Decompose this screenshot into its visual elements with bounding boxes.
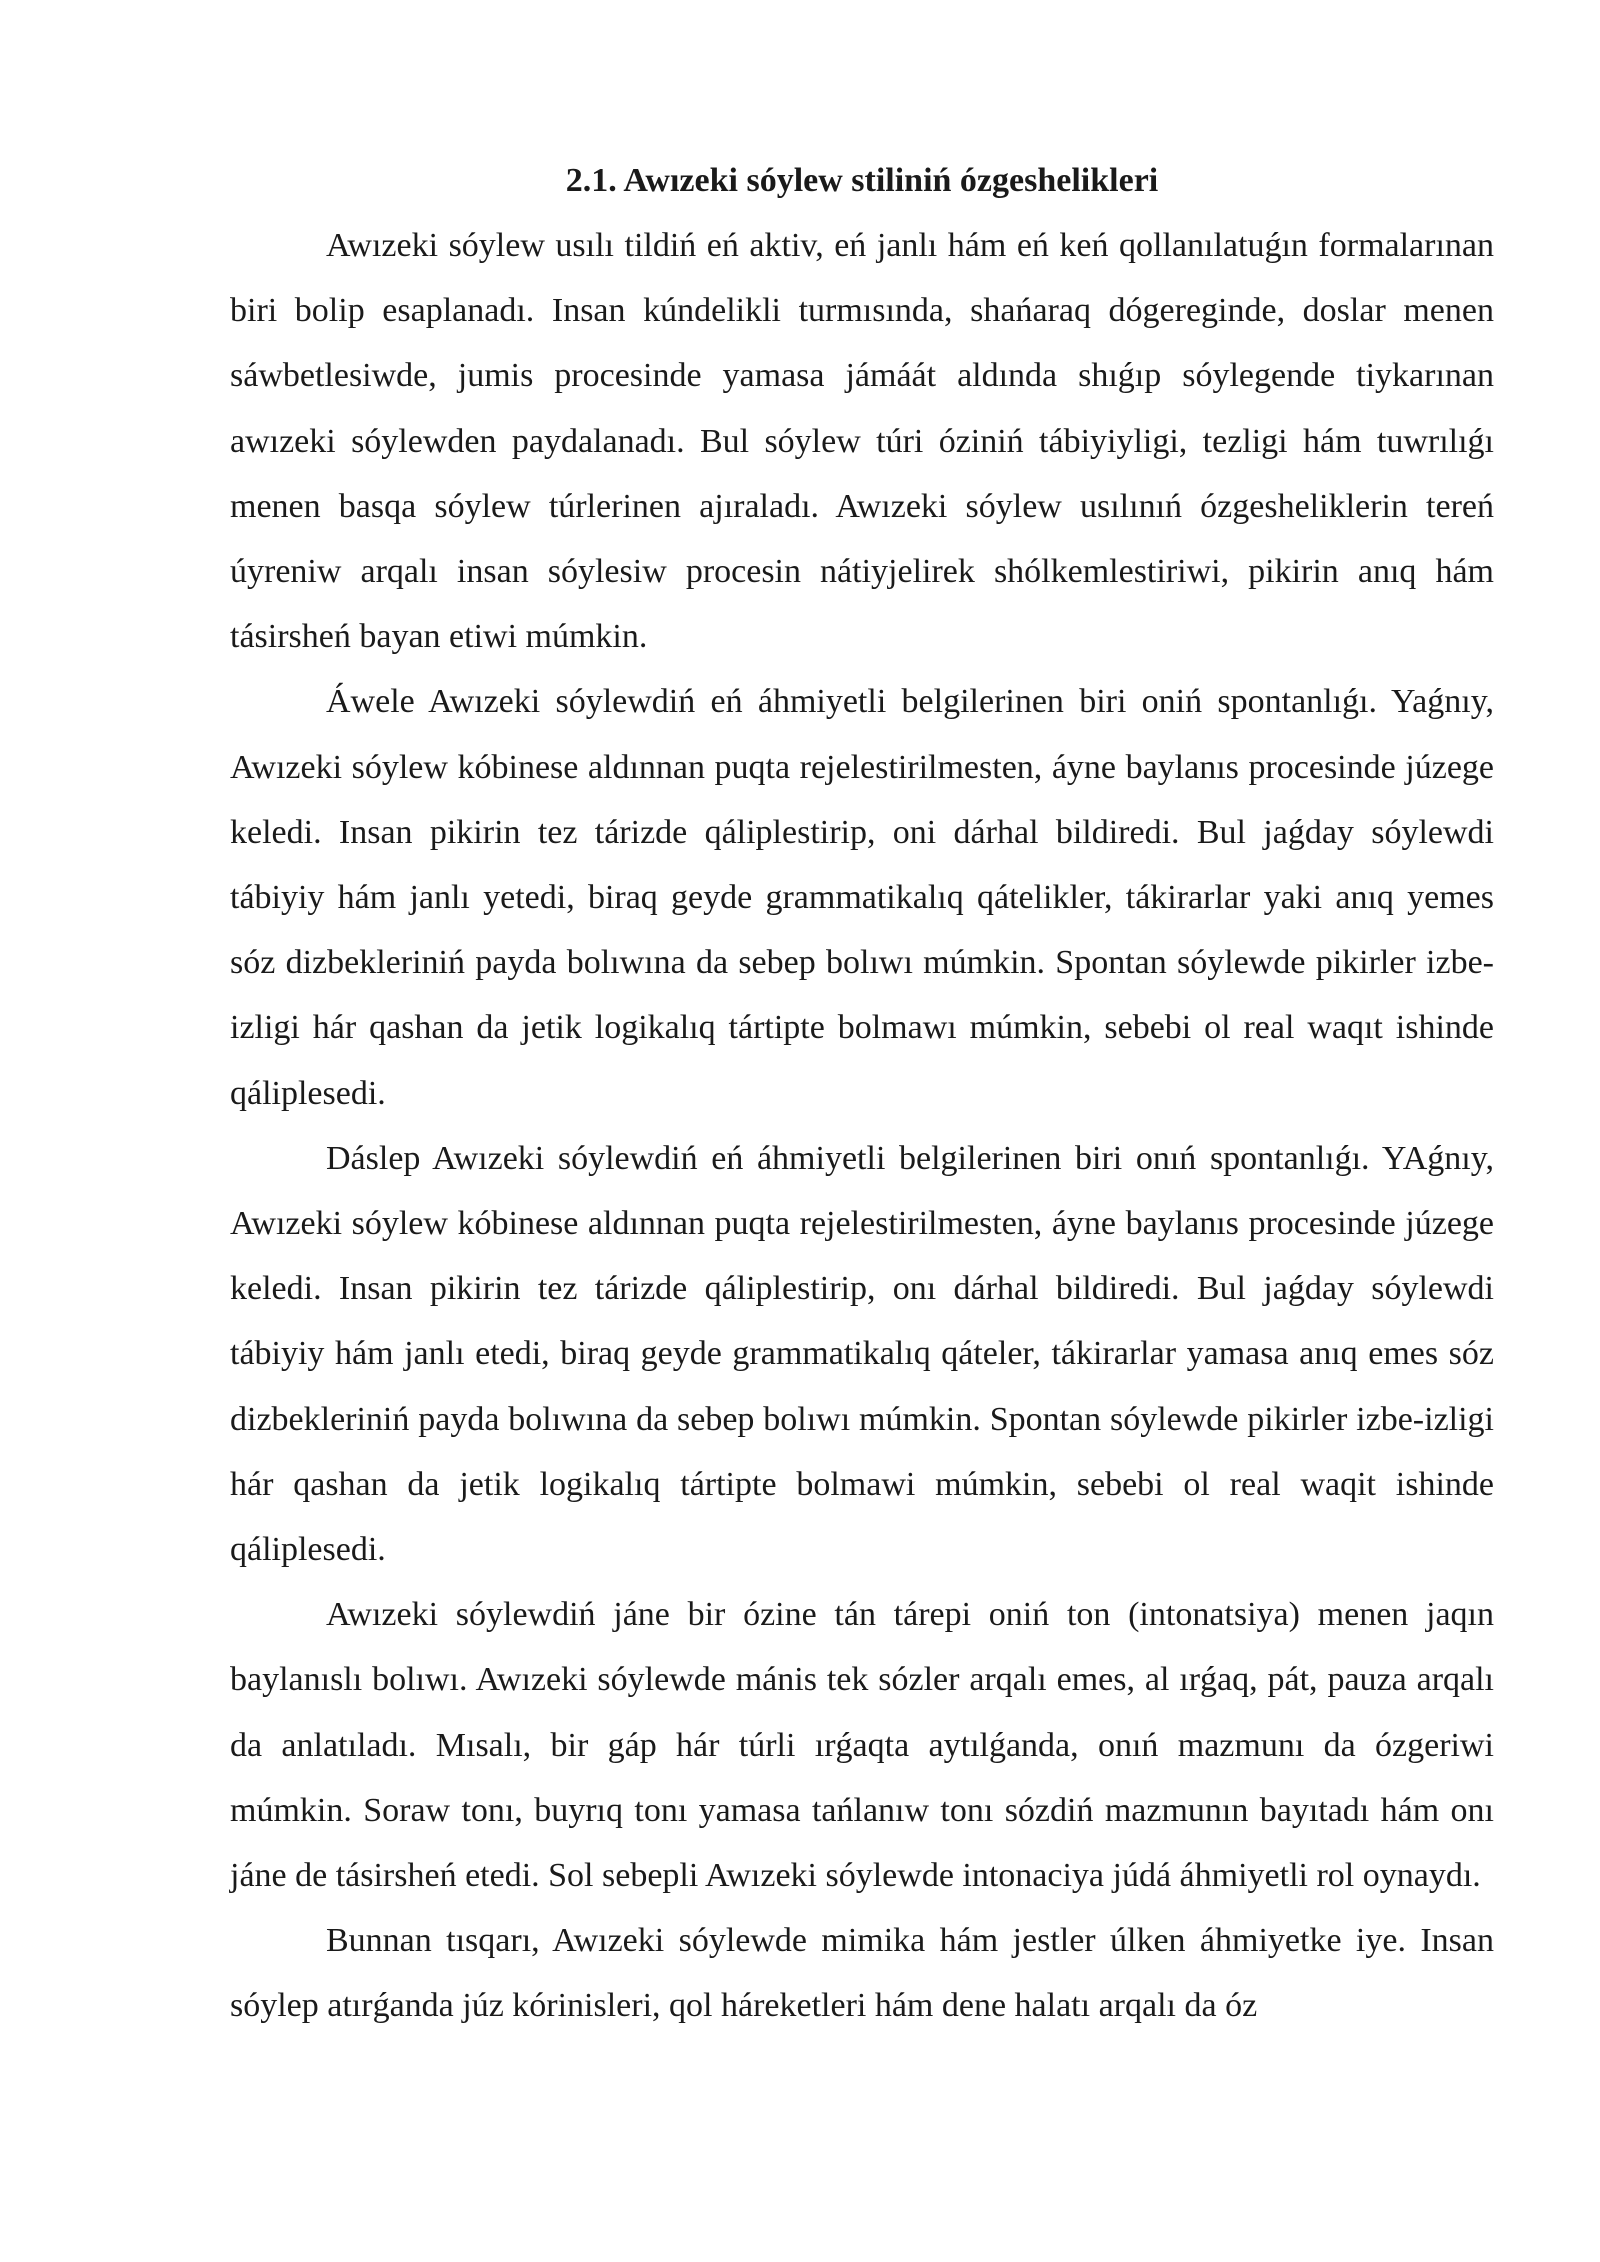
paragraph: Bunnan tısqarı, Awızeki sóylewde mimika hám jestler úlken áhmiyetke iye. Insan sóylep atırǵanda júz kórinisleri, qol háreketleri hám dene halatı arqalı da óz	[230, 1922, 1494, 2025]
document-page	[230, 148, 1494, 2039]
section-title: 2.1. Awızeki sóylew stiliniń ózgeshelikleri	[565, 162, 1159, 199]
paragraph: Awızeki sóylew usılı tildiń eń aktiv, eń janlı hám eń keń qollanılatuǵın formalarınan biri bolip esaplanadı. Insan kúndelikli turmısında, shańaraq dógereginde, doslar menen sáwbetlesiwde, jumis procesinde yamasa jámáát aldında shıǵıp sóylegende tiykarınan awızeki sóylewden paydalanadı. Bul sóylew túri óziniń tábiyiyligi, tezligi hám tuwrılıǵı menen basqa sóylew túrlerinen ajıraladı. Awızeki sóylew usılınıń ózgesheliklerin tereń úyreniw arqalı insan sóylesiw procesin nátiyjelirek shólkemlestiriwi, pikirin anıq hám tásirsheń bayan etiwi múmkin.	[230, 227, 1494, 656]
paragraph: Dáslep Awızeki sóylewdiń eń áhmiyetli belgilerinen biri onıń spontanlıǵı. YAǵnıy, Awızeki sóylew kóbinese aldınnan puqta rejelestirilmesten, áyne baylanıs procesinde júzege keledi. Insan pikirin tez tárizde qáliplestirip, onı dárhal bildiredi. Bul jaǵday sóylewdi tábiyiy hám janlı etedi, biraq geyde grammatikalıq qáteler, tákirarlar yamasa anıq emes sóz dizbekleriniń payda bolıwına da sebep bolıwı múmkin. Spontan sóylewde pikirler izbe-izligi hár qashan da jetik logikalıq tártipte bolmawi múmkin, sebebi ol real waqit ishinde qáliplesedi.	[230, 1139, 1494, 1569]
paragraph: Awızeki sóylewdiń jáne bir ózine tán tárepi oniń ton (intonatsiya) menen jaqın baylanıslı bolıwı. Awızeki sóylewde mánis tek sózler arqalı emes, al ırǵaq, pát, pauza arqalı da anlatıladı. Mısalı, bir gáp hár túrli ırǵaqta aytılǵanda, onıń mazmunı da ózgeriwi múmkin. Soraw tonı, buyrıq tonı yamasa tańlanıw tonı sózdiń mazmunın bayıtadı hám onı jáne de tásirsheń etedi. Sol sebepli Awızeki sóylewde intonaciya júdá áhmiyetli rol oynaydı.	[230, 1596, 1494, 1895]
paragraph: Áwele Awızeki sóylewdiń eń áhmiyetli belgilerinen biri oniń spontanlıǵı. Yaǵnıy, Awızeki sóylew kóbinese aldınnan puqta rejelestirilmesten, áyne baylanıs procesinde júzege keledi. Insan pikirin tez tárizde qáliplestirip, oni dárhal bildiredi. Bul jaǵday sóylewdi tábiyiy hám janlı yetedi, biraq geyde grammatikalıq qátelikler, tákirarlar yaki anıq yemes sóz dizbekleriniń payda bolıwına da sebep bolıwı múmkin. Spontan sóylewde pikirler izbe-izligi hár qashan da jetik logikalıq tártipte bolmawı múmkin, sebebi ol real waqıt ishinde qáliplesedi.	[230, 683, 1494, 1112]
